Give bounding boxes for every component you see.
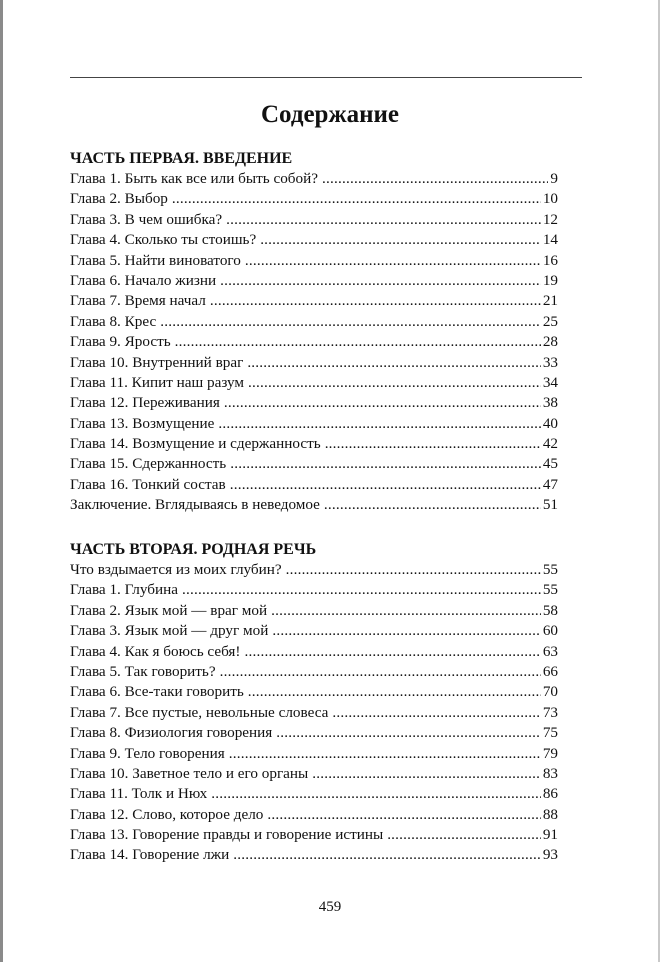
toc-entry-page: 73 [542,703,558,721]
dot-leader [312,765,541,783]
dot-leader [260,231,541,249]
toc-entry-title: Глава 9. Тело говорения [70,744,225,762]
toc-entry-page: 60 [542,622,558,640]
toc-entry-page: 42 [542,435,558,453]
toc-entry-page: 28 [542,333,558,351]
dot-leader [244,643,540,661]
toc-entry [70,683,558,703]
dot-leader [233,846,541,864]
toc-entry-title: Глава 8. Крес [70,312,157,330]
toc-entry-page: 88 [542,805,558,823]
toc-entry [70,785,558,805]
toc-entry-title: Глава 15. Сдержанность [70,455,227,473]
part-heading-1: ЧАСТЬ ПЕРВАЯ. ВВЕДЕНИЕ [70,150,293,167]
toc-entry-page: 21 [542,292,558,310]
toc-entry-title: Глава 6. Все-таки говорить [70,683,244,701]
toc-entry-page: 34 [542,373,558,391]
page-number: 459 [318,899,342,915]
toc-list-part-1 [70,170,558,517]
dot-leader [160,313,541,331]
toc-entry-title: Глава 4. Сколько ты стоишь? [70,231,257,249]
toc-entry-page: 45 [542,455,558,473]
toc-entry [70,704,558,724]
dot-leader [248,374,541,392]
toc-entry-page: 58 [542,601,558,619]
toc-entry [70,745,558,765]
toc-entry-title: Глава 11. Толк и Нюх [70,785,208,803]
toc-entry-page: 47 [542,475,558,493]
toc-list-part-2 [70,561,558,867]
dot-leader [220,272,541,290]
dot-leader [210,292,541,310]
toc-entry-title: Глава 14. Возмущение и сдержанность [70,435,321,453]
toc-entry [70,496,558,516]
toc-entry [70,622,558,642]
toc-entry-title: Глава 13. Возмущение [70,414,215,432]
toc-entry-page: 25 [542,312,558,330]
dot-leader [182,581,541,599]
toc-entry-title: Глава 14. Говорение лжи [70,846,230,864]
toc-entry-page: 63 [542,642,558,660]
dot-leader [226,211,541,229]
toc-entry [70,724,558,744]
toc-entry [70,252,558,272]
toc-entry [70,643,558,663]
toc-entry-page: 91 [542,826,558,844]
dot-leader [272,622,540,640]
toc-entry [70,394,558,414]
toc-entry [70,765,558,785]
toc-entry-title: Глава 6. Начало жизни [70,271,217,289]
toc-entry-page: 75 [542,724,558,742]
toc-entry [70,374,558,394]
toc-entry-title: Глава 1. Глубина [70,581,178,599]
toc-entry [70,354,558,374]
page-title: Содержание [260,101,399,128]
dot-leader [271,602,541,620]
dot-leader [322,170,548,188]
toc-entry [70,211,558,231]
toc-entry-title: Глава 4. Как я боюсь себя! [70,642,241,660]
header-rule [70,77,582,78]
dot-leader [220,663,541,681]
toc-entry-title: Глава 5. Найти виноватого [70,251,241,269]
toc-entry-title: Глава 2. Язык мой — враг мой [70,601,268,619]
toc-entry-page: 38 [542,394,558,412]
toc-entry-title: Глава 16. Тонкий состав [70,475,226,493]
page-edge-left [0,0,3,962]
dot-leader [230,476,541,494]
toc-entry-page: 16 [542,251,558,269]
dot-leader [286,561,541,579]
toc-entry [70,826,558,846]
toc-entry-title: Глава 12. Переживания [70,394,220,412]
toc-entry [70,292,558,312]
dot-leader [276,724,541,742]
toc-entry-title: Глава 1. Быть как все или быть собой? [70,170,318,187]
toc-entry-title: Глава 2. Выбор [70,190,168,208]
toc-entry-title: Глава 9. Ярость [70,333,171,351]
toc-entry [70,190,558,210]
toc-entry-page: 86 [542,785,558,803]
toc-entry-title: Глава 7. Время начал [70,292,206,310]
toc-entry-page: 40 [542,414,558,432]
toc-entry-title: Что вздымается из моих глубин? [70,561,282,578]
toc-entry-page: 51 [542,496,558,514]
toc-entry-title: Глава 11. Кипит наш разум [70,373,245,391]
toc-entry-page: 93 [542,846,558,864]
toc-entry-page: 33 [542,353,558,371]
dot-leader [324,496,541,514]
toc-entry [70,231,558,251]
toc-entry-page: 66 [542,662,558,680]
toc-entry [70,333,558,353]
toc-entry [70,476,558,496]
toc-entry [70,272,558,292]
toc-entry-title: Глава 5. Так говорить? [70,662,216,680]
toc-entry [70,602,558,622]
toc-entry-page: 14 [542,231,558,249]
toc-entry-title: Глава 3. В чем ошибка? [70,210,223,228]
toc-entry-page: 55 [542,581,558,599]
toc-entry-title: Глава 3. Язык мой — друг мой [70,622,269,640]
toc-entry [70,561,558,581]
dot-leader [247,354,541,372]
toc-entry-title: Глава 10. Заветное тело и его органы [70,764,309,782]
dot-leader [245,252,541,270]
dot-leader [332,704,540,722]
dot-leader [267,806,540,824]
dot-leader [211,785,541,803]
toc-entry [70,313,558,333]
dot-leader [229,745,541,763]
toc-entry [70,581,558,601]
toc-entry-title: Глава 8. Физиология говорения [70,724,273,742]
dot-leader [175,333,541,351]
toc-entry [70,846,558,866]
toc-entry-page: 83 [542,764,558,782]
toc-entry-title: Глава 7. Все пустые, невольные словеса [70,703,329,721]
dot-leader [218,415,540,433]
toc-entry-title: Заключение. Вглядываясь в неведомое [70,496,320,514]
toc-entry [70,663,558,683]
dot-leader [172,190,541,208]
toc-entry [70,170,558,190]
toc-entry-page: 70 [542,683,558,701]
toc-entry-page: 19 [542,271,558,289]
dot-leader [224,394,541,412]
dot-leader [248,683,541,701]
toc-entry-page: 55 [542,561,558,578]
dot-leader [387,826,541,844]
toc-entry-page: 9 [550,170,558,187]
toc-entry [70,455,558,475]
dot-leader [230,455,541,473]
toc-entry-title: Глава 13. Говорение правды и говорение истины [70,826,384,844]
toc-entry-title: Глава 10. Внутренний враг [70,353,244,371]
part-heading-2: ЧАСТЬ ВТОРАЯ. РОДНАЯ РЕЧЬ [70,541,317,558]
toc-entry-title: Глава 12. Слово, которое дело [70,805,264,823]
toc-entry-page: 79 [542,744,558,762]
toc-entry [70,415,558,435]
toc-entry-page: 12 [542,210,558,228]
toc-entry-page: 10 [542,190,558,208]
dot-leader [325,435,541,453]
toc-entry [70,806,558,826]
toc-entry [70,435,558,455]
